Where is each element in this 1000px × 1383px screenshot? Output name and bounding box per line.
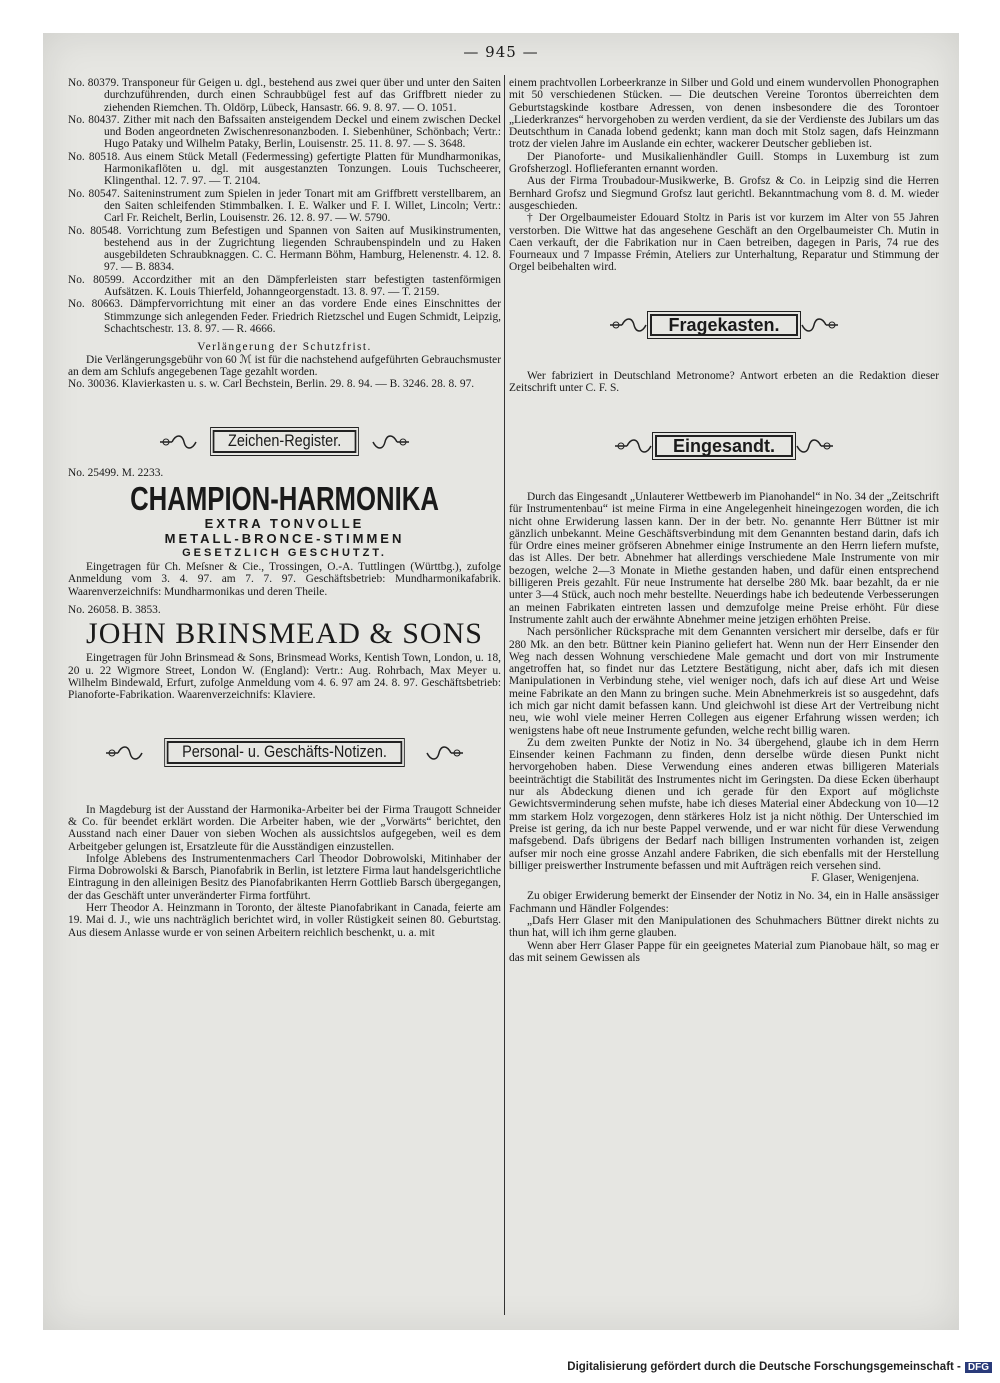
letter-signature: F. Glaser, Wenigenjena.	[811, 872, 919, 885]
trademark-champion: CHAMPION-HARMONIKA	[130, 480, 439, 518]
news-paragraph: Infolge Ablebens des Instrumentenmachers Carl Theodor Dobrowolski, Mitinhaber der Firma Dobrowolski & Barsch, Pianofabrik in Berlin, ist letztere Firma laut handelsgerichtliche Eintragung in den alleinigen Besitz des Pianofabrikanten Herrn Gottlieb Barsch übergegangen, der das Geschäft unter unveränderter Firma fortführt.	[68, 852, 501, 902]
trademark-text: Eingetragen für John Brinsmead & Sons, Brinsmead Works, Kentish Town, London, u. 18, 20 u. 22 Wigmore Street, London W. (England): Vertr.: Aug. Rohrbach, Max Meyer u. Wilhelm Bindewald, Erfurt, zufolge Anmeldung vom 4. 6. 97 am 24. 8. 97. Geschäftsbetrieb: Pianoforte-Fabrikation. Waarenverzeichnifs: Klaviere.	[68, 652, 501, 702]
ornament-left-icon	[104, 743, 144, 763]
ornament-right-icon	[371, 432, 411, 452]
reply-paragraph: „Dafs Herr Glaser mit den Manipulationen des Schuhmachers Büttner direkt nichts zu thun hat, will ich ihm gerne glauben.	[509, 915, 939, 940]
trademark-text: Eingetragen für Ch. Meſsner & Cie., Trossingen, O.-A. Tuttlingen (Württbg.), zufolge Anmeldung vom 3. 4. 97. am 7. 7. 97. Geschäftsbetrieb: Mundharmonikafabrik. Waarenverzeichnifs: Mundharmonikas und deren Theile.	[68, 561, 501, 598]
scanned-page	[43, 33, 959, 1330]
trademark-number: No. 25499. M. 2233.	[68, 466, 164, 479]
column-divider	[504, 75, 505, 1315]
left-column	[68, 77, 501, 939]
personal-title: Personal- u. Geschäfts-Notizen.	[167, 741, 402, 763]
ornament-left-icon	[613, 436, 653, 456]
dfg-logo: DFG	[965, 1362, 992, 1373]
footer-text: Digitalisierung gefördert durch die Deutsche Forschungsgemeinschaft -	[567, 1361, 961, 1373]
reply-paragraph: Wenn aber Herr Glaser Pappe für ein geeignetes Material zum Pianobaue hält, so mag er das mit seinem Gewissen als	[509, 939, 939, 964]
ornament-right-icon	[795, 436, 835, 456]
patent-entry: No. 80547. Saiteninstrument zum Spielen in jeder Tonart mit am Griffbrett verstellbarem, an den Saiten schleifenden Stimmbalken. I. E. Walker und F. I. Willet, Lincoln; Vertr.: Carl Fr. Reichelt, Berlin, Louisenstr. 26. 12. 8. 97. — W. 5790.	[68, 187, 501, 225]
letter-paragraph: Nach persönlicher Rücksprache mit dem Genannten versichert mir derselbe, dafs er für 280 Mk. an den betr. Büttner kein Pianino geliefert hat. Wenn nun der Herr Einsender den Weg nach dessen Wohnung verschiedene Male gemacht und dort von mir Instrumente angetroffen hat, so findet nur das Letztere Bestätigung, nicht aber, dafs ich mit diesen Manipulationen in Verbindung stehe, viel weniger noch, dafs ich auf diese Art und Weise meine Fabrikate an den Mann zu bringen suche. Mein Abnehmerkreis ist so ausgedehnt, dafs ich mich gar nicht damit befassen kann. Und gleichwohl ist diese Art der Vertreibung nicht neu, wie wohl viele meiner Herren Collegen aus eigener Erfahrung wissen werden; ich wenigstens habe oft neue Instrumente gefunden, welche recht billig waren.	[509, 626, 939, 737]
extension-entry: No. 30036. Klavierkasten u. s. w. Carl Bechstein, Berlin. 29. 8. 94. — B. 3246. 28. 8. 97.	[68, 378, 475, 391]
register-banner	[68, 430, 501, 452]
patent-entry: No. 80379. Transponeur für Geigen u. dgl., bestehend aus zwei quer über und unter den Saiten durchzuführenden, durch einen Schraubbügel fest auf das Griffbrett nieder zu ziehenden Riemchen. Th. Oldörp, Lübeck, Hansastr. 66. 9. 8. 97. — O. 1051.	[68, 77, 501, 114]
patent-entry: No. 80437. Zither mit nach den Bafssaiten ansteigendem Deckel und einem zwischen Deckel und Boden angeordneten Zwischenresonanzboden. I. Siebenhüner, Schönbach; Vertr.: Hugo Pataky und Wilhelm Pataky, Berlin, Louisenstr. 25. 11. 8. 97. — S. 3648.	[68, 113, 501, 151]
trademark-line: GESETZLICH GESCHUTZT.	[182, 547, 387, 560]
frage-banner	[509, 314, 939, 336]
extension-heading: Verlängerung der Schutzfrist.	[197, 341, 372, 354]
extension-text: Die Verlängerungsgebühr von 60 ℳ ist für die nachstehend aufgeführten Gebrauchsmuster an dem am Schlufs angegebenen Tage gezahlt worden.	[68, 353, 501, 378]
news-paragraph: In Magdeburg ist der Ausstand der Harmonika-Arbeiter bei der Firma Traugott Schneider & Co. für beendet erklärt worden. Die Arbeiter haben, wie der „Vorwärts“ berichtet, den Ausstand nach einer Dauer von sieben Wochen als aussichtslos aufgegeben, weil es dem Arbeitgeber gelungen ist, Ersatzleute für die Ausständigen einzustellen.	[68, 803, 501, 853]
news-paragraph: einem prachtvollen Lorbeerkranze in Silber und Gold und einem wundervollen Phonographen mit 50 verschiedenen Stücken. — Die deutschen Vereine Torontos überreichten dem Geburtstagskinde kostbare Adressen, von denen insbesondere die des Torontoer „Liederkranzes“ hervorgehoben zu werden verdient, da sie der Verdienste des Jubilars um das Deutschthum in Canada lobend gedenkt; kann man doch mit Stolz sagen, dafs Heinzmann trotz der vielen Jahre im Auslande ein echter, wackerer Deutscher geblieben ist.	[509, 77, 939, 151]
eingesandt-title: Eingesandt.	[655, 435, 793, 457]
news-paragraph: † Der Orgelbaumeister Edouard Stoltz in Paris ist vor kurzem im Alter von 55 Jahren verstorben. Die Wittwe hat das angesehene Geschäft an den Orgelbaumeister Ch. Mutin in Caen verkauft, der die Fabrikation nur in Caen betreiben, dagegen in Paris, 74 rue des Fourneaux und 7 Impasse Frémin, Ateliers zur Unterhaltung, Reparatur und Stimmung der Orgel beibehalten wird.	[509, 212, 939, 274]
frage-title: Fragekasten.	[650, 314, 797, 336]
eingesandt-banner	[509, 435, 939, 457]
trademark-line: METALL-BRONCE-STIMMEN	[164, 531, 405, 547]
page-number: — 945 —	[463, 43, 539, 61]
ornament-right-icon	[425, 743, 465, 763]
news-paragraph: Herr Theodor A. Heinzmann in Toronto, der älteste Pianofabrikant in Canada, feierte am 19. Mai d. J., wie uns nachträglich berichtet wird, in voller Rüstigkeit seinen 80. Geburtstag. Aus diesem Anlasse wurde er von seinen Arbeitern reichlich beschenkt, u. a. mit	[68, 902, 501, 939]
frage-text: Wer fabriziert in Deutschland Metronome? Antwort erbeten an die Redaktion dieser Zeitschrift unter C. F. S.	[509, 370, 939, 395]
ornament-left-icon	[608, 315, 648, 335]
letter-paragraph: Zu dem zweiten Punkte der Notiz in No. 34 übergehend, glaube ich in dem Herrn Einsender keinen Fachmann zu finden, denn derselbe würde diesen Punkt nicht hervorgehoben haben. Diese Verwendung eines anderen etwas billigeren Materials beeinträchtigt die Stabilität des Instrumentes nicht im Geringsten. Da diese Ecken überhaupt nur als Abdeckung dienen und ich gerade für den Export auf möglichste Gewichtsverminderung sehen mufste, habe ich dieses Material einer Abdeckung von 10—12 mm starkem Holz vorgezogen, denn stärkeres Holz ist ja nicht nöthig. Der Unterschied im Preise ist gering, da ich nur beste Pappel verwende, und er war nicht für diese Verwendung mafsgebend. Dafs übrigens der Bedarf nach billigen Instrumenten vorhanden ist, zeigen aufser mir noch eine grosse Anzahl andere Fabriken, die sich ebenfalls mit der Herstellung billiger preiswerther Instrumente befassen und mit Aufträgen reich versehen sind.	[509, 736, 939, 872]
patent-entry: No. 80518. Aus einem Stück Metall (Federmessing) gefertigte Platten für Mundharmonikas, Harmonikaflöten u. dgl. mit ausgestanzten Tonzungen. Louis Tuchscheerer, Klingenthal. 12. 7. 97. — T. 2104.	[68, 150, 501, 188]
trademark-brinsmead: JOHN BRINSMEAD & SONS	[86, 617, 483, 651]
patent-entry: No. 80663. Dämpfervorrichtung mit einer an das vordere Ende eines Einschnittes der Stimmzunge sich anlegenden Feder. Friedrich Rietzschel und Eugen Schmidt, Leipzig, Schachtschestr. 13. 8. 97. — R. 4666.	[68, 298, 501, 335]
footer-credit	[0, 1361, 1000, 1383]
trademark-number: No. 26058. B. 3853.	[68, 603, 161, 616]
news-paragraph: Der Pianoforte- und Musikalienhändler Guill. Stomps in Luxemburg ist zum Grofsherzogl. Hoflieferanten ernannt worden.	[509, 150, 939, 176]
patent-entry: No. 80548. Vorrichtung zum Befestigen und Spannen von Saiten auf Musikinstrumenten, bestehend aus in der Zugrichtung liegenden Schraubenspindeln und zu Haken ausgebildeten Schraubknaggen. C. C. Hermann Böhm, Hamburg, Helenenstr. 4. 12. 8. 97. — B. 8834.	[68, 224, 501, 274]
personal-banner	[68, 741, 501, 763]
letter-paragraph: Durch das Eingesandt „Unlauterer Wettbewerb im Pianohandel“ in No. 34 der „Zeitschrift für Instrumentenbau“ ist meine Firma in eine Angelegenheit hineingezogen worden, die ich nicht ohne Erwiderung lassen kann. Der in der betr. No. genannte Herr Büttner ist mir gänzlich unbekannt. Meine Geschäftsverbindung mit dem Genannten bestand darin, dafs ich für Ordre eines meiner gröfseren Abnehmer einige Instrumente an den Herrn liefern mufste, das ist Alles. Der betr. Abnehmer hat allerdings verschiedene Male Instrumente von mir bezogen, welche 2—3 Monate in Miethe gestanden haben, und dafür einen entsprechend billigeren Preis gezahlt. Für neue Instrumente hat derselbe 280 Mk. baar bezahlt, da er nie unter 3—4 Stück, auch noch mehr bestellte. Neuerdings habe ich bedeutende Verbesserungen an meinen Fabrikaten eintreten lassen und demzufolge meine Preise erhöht. Für diese Instrumente zahlt auch der erwähnte Abnehmer meine jetzigen erhöhten Preise.	[509, 490, 939, 626]
register-title: Zeichen-Register.	[213, 430, 357, 452]
right-column	[509, 77, 939, 964]
news-paragraph: Aus der Firma Troubadour-Musikwerke, B. Grofsz & Co. in Leipzig sind die Herren Bernhard Grofsz und Siegmund Grofsz laut gerichtl. Bekanntmachung vom 8. d. M. wieder ausgeschieden.	[509, 175, 939, 212]
reply-paragraph: Zu obiger Erwiderung bemerkt der Einsender der Notiz in No. 34, ein in Halle ansässiger Fachmann und Händler Folgendes:	[509, 890, 939, 915]
ornament-right-icon	[800, 315, 840, 335]
trademark-line: EXTRA TONVOLLE	[204, 516, 365, 532]
patent-entry: No. 80599. Accordzither mit an den Dämpferleisten starr befestigten tastenförmigen Aufsätzen. K. Louis Thierfeld, Johanngeorgenstadt. 13. 8. 97. — T. 2159.	[68, 273, 501, 299]
ornament-left-icon	[158, 432, 198, 452]
